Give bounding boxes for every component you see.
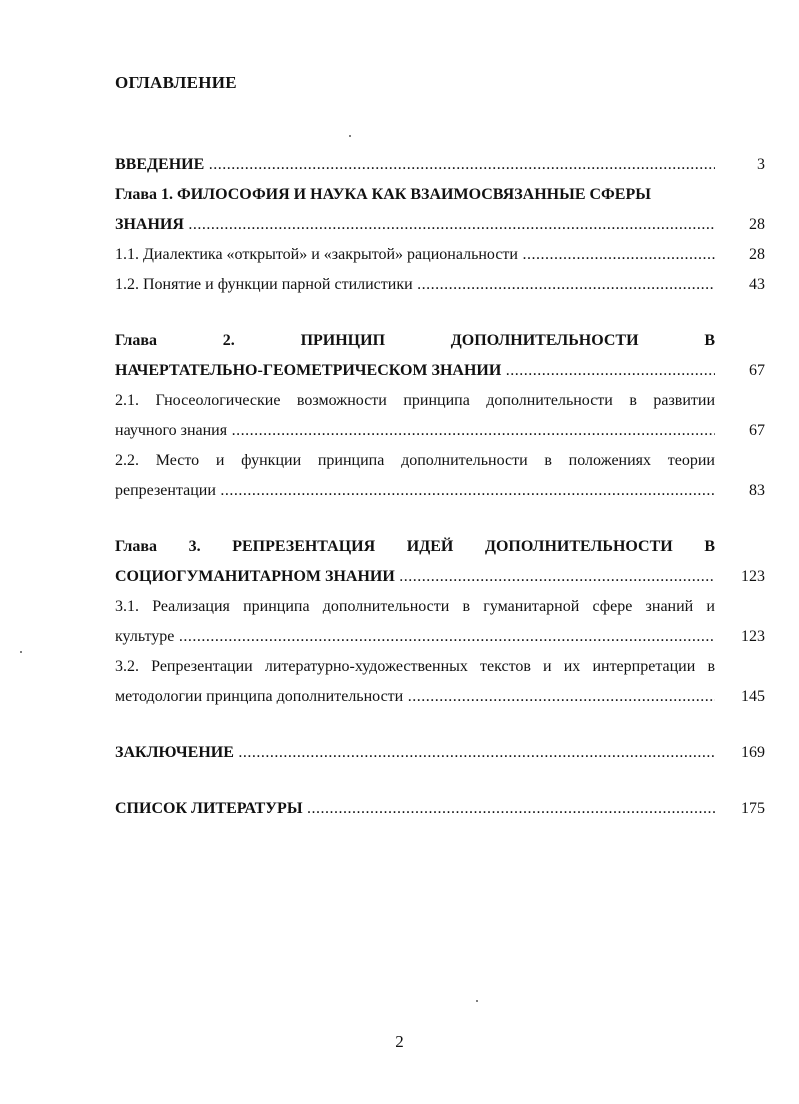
toc-section-1-2[interactable] <box>115 270 765 300</box>
toc-entry-conclusion[interactable] <box>115 738 765 768</box>
toc-entry-title: Глава 2. ПРИНЦИП ДОПОЛНИТЕЛЬНОСТИ В <box>115 332 715 349</box>
toc-section-2-1-line1[interactable] <box>115 386 765 416</box>
toc-page-number: 28 <box>749 216 765 233</box>
toc-entry-title: Глава 1. ФИЛОСОФИЯ И НАУКА КАК ВЗАИМОСВЯЗАННЫЕ СФЕРЫ <box>115 186 651 203</box>
toc-entry-title: 1.1. Диалектика «открытой» и «закрытой» рациональности ..... <box>115 240 715 270</box>
toc-section-3-1-line2[interactable] <box>115 622 765 652</box>
table-of-contents <box>115 150 765 824</box>
toc-entry-title: СПИСОК ЛИТЕРАТУРЫ ..... <box>115 794 715 824</box>
toc-entry-title: ВВЕДЕНИЕ ..... <box>115 150 715 180</box>
toc-entry-title: репрезентации ..... <box>115 476 715 506</box>
toc-section-2-1-line2[interactable] <box>115 416 765 446</box>
toc-entry-title: ЗАКЛЮЧЕНИЕ ..... <box>115 738 715 768</box>
toc-section-3-2-line2[interactable] <box>115 682 765 712</box>
toc-entry-title: ЗНАНИЯ ..... <box>115 210 715 240</box>
toc-entry-title: 1.2. Понятие и функции парной стилистики ..... <box>115 270 715 300</box>
toc-chapter-2-title-line2[interactable] <box>115 356 765 386</box>
toc-page-number: 83 <box>749 482 765 499</box>
toc-chapter-3-title-line2[interactable] <box>115 562 765 592</box>
toc-page-number: 169 <box>741 744 765 761</box>
toc-chapter-3-title-line1[interactable] <box>115 532 765 562</box>
toc-entry-title: СОЦИОГУМАНИТАРНОМ ЗНАНИИ ..... <box>115 562 715 592</box>
toc-entry-title: НАЧЕРТАТЕЛЬНО-ГЕОМЕТРИЧЕСКОМ ЗНАНИИ ..... <box>115 356 715 386</box>
scan-speck <box>20 651 22 653</box>
toc-chapter-2-title-line1[interactable] <box>115 326 765 356</box>
page-title: ОГЛАВЛЕНИЕ <box>115 73 237 92</box>
toc-page-number: 175 <box>741 800 765 817</box>
toc-page-number: 43 <box>749 276 765 293</box>
scan-speck <box>476 1000 478 1002</box>
toc-page-number: 67 <box>749 362 765 379</box>
toc-entry-title: методологии принципа дополнительности ..... <box>115 682 715 712</box>
toc-chapter-1-title-line2[interactable] <box>115 210 765 240</box>
toc-page-number: 123 <box>741 568 765 585</box>
toc-entry-title: 2.1. Гносеологические возможности принципа дополнительности в развитии <box>115 392 715 409</box>
toc-section-3-2-line1[interactable] <box>115 652 765 682</box>
toc-page-number: 145 <box>741 688 765 705</box>
toc-page-number: 123 <box>741 628 765 645</box>
toc-section-2-2-line1[interactable] <box>115 446 765 476</box>
toc-entry-intro[interactable] <box>115 150 765 180</box>
page-number: 2 <box>395 1032 404 1051</box>
toc-entry-title: 2.2. Место и функции принципа дополнительности в положениях теории <box>115 452 715 469</box>
toc-section-3-1-line1[interactable] <box>115 592 765 622</box>
toc-entry-title: 3.1. Реализация принципа дополнительности в гуманитарной сфере знаний и <box>115 598 715 615</box>
toc-entry-title: научного знания ..... <box>115 416 715 446</box>
toc-section-1-1[interactable] <box>115 240 765 270</box>
toc-entry-title: 3.2. Репрезентации литературно-художественных текстов и их интерпретации в <box>115 658 715 675</box>
toc-page-number: 28 <box>749 246 765 263</box>
toc-entry-bibliography[interactable] <box>115 794 765 824</box>
scan-speck <box>349 135 351 137</box>
toc-entry-title: Глава 3. РЕПРЕЗЕНТАЦИЯ ИДЕЙ ДОПОЛНИТЕЛЬНОСТИ В <box>115 538 715 555</box>
toc-page-number: 3 <box>757 156 765 173</box>
toc-section-2-2-line2[interactable] <box>115 476 765 506</box>
toc-chapter-1-title-line1[interactable] <box>115 180 765 210</box>
toc-page-number: 67 <box>749 422 765 439</box>
toc-entry-title: культуре ..... <box>115 622 715 652</box>
